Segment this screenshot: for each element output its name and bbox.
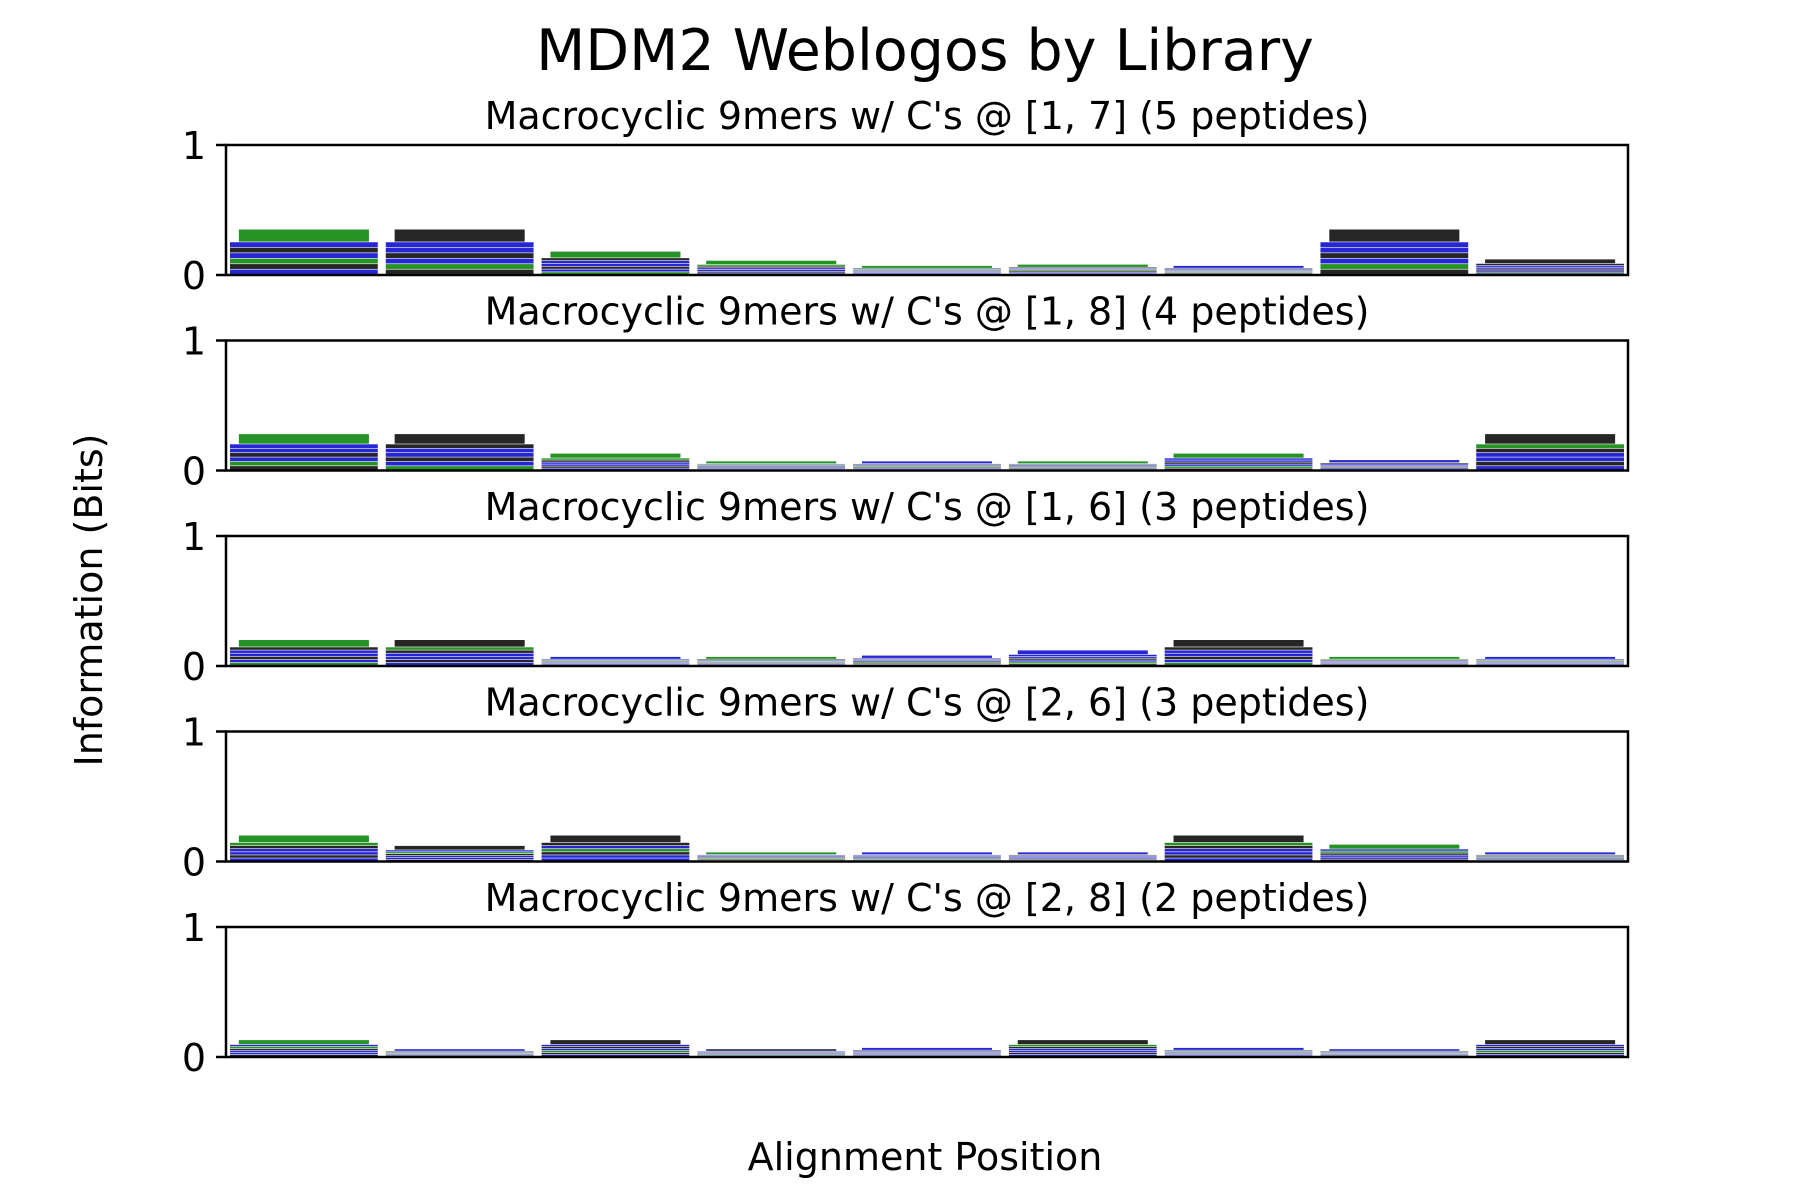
logo-letter [230, 453, 378, 457]
logo-letter [230, 248, 378, 253]
logo-letter [230, 852, 378, 855]
logo-letter [1320, 467, 1468, 468]
logo-column [1476, 657, 1624, 666]
logo-letter [230, 647, 378, 650]
logo-letter [1165, 462, 1313, 463]
logo-column [1009, 1040, 1157, 1056]
logo-letter [1018, 265, 1148, 267]
logo-letter [386, 657, 534, 660]
logo-column [386, 230, 534, 275]
logo-letter [1320, 857, 1468, 858]
axes-frame [226, 732, 1628, 862]
logo-letter [1476, 1047, 1624, 1048]
logo-letter [1476, 1053, 1624, 1054]
logo-letter [1009, 1051, 1157, 1052]
logo-letter [1485, 1040, 1615, 1044]
logo-letter [1018, 1040, 1148, 1044]
logo-letter [386, 457, 534, 461]
logo-column [1320, 657, 1468, 666]
logo-letter [386, 858, 534, 859]
panels-group [182, 94, 1628, 1080]
weblogo-panel [182, 485, 1628, 689]
logo-letter [706, 461, 836, 463]
logo-letter [1329, 657, 1459, 659]
logo-letter [230, 444, 378, 448]
logo-column [1476, 1040, 1624, 1056]
logo-letter [386, 242, 534, 247]
logo-letter [386, 264, 534, 269]
logo-letter [550, 657, 680, 659]
logo-column [697, 1049, 845, 1056]
logo-letter [1165, 657, 1313, 660]
logo-letter [1165, 852, 1313, 855]
logo-letter [1320, 855, 1468, 856]
logo-column [853, 461, 1001, 470]
logo-column [1165, 266, 1313, 275]
logo-letter [230, 1053, 378, 1054]
logo-letter [1009, 655, 1157, 656]
logo-column [230, 836, 378, 861]
logo-letter [542, 849, 690, 852]
axes-frame [226, 927, 1628, 1057]
logo-letter [1165, 458, 1313, 459]
logo-letter [1174, 266, 1304, 268]
logo-letter [1476, 449, 1624, 453]
logo-letter [1485, 657, 1615, 659]
logo-column [386, 434, 534, 470]
logo-letter [386, 850, 534, 851]
logo-letter [697, 270, 845, 271]
logo-letter [1476, 269, 1624, 270]
weblogo-panel [182, 681, 1628, 885]
logo-letter [1476, 457, 1624, 461]
logo-letter [1476, 271, 1624, 272]
logo-letter [862, 1048, 992, 1050]
logo-letter [542, 267, 690, 269]
panel-title: Macrocyclic 9mers w/ C's @ [1, 7] (5 peptides) [484, 94, 1370, 138]
logo-letter [1485, 434, 1615, 444]
logo-letter [1165, 849, 1313, 852]
logo-letter [542, 460, 690, 461]
logo-letter [239, 230, 369, 242]
logo-letter [1165, 466, 1313, 467]
y-tick-label: 1 [181, 515, 206, 559]
logo-letter [386, 647, 534, 650]
logo-letter [230, 657, 378, 660]
logo-letter [542, 1045, 690, 1046]
logo-letter [1009, 268, 1157, 269]
logo-letter [230, 1051, 378, 1052]
logo-letter [550, 836, 680, 843]
logo-letter [230, 1045, 378, 1046]
logo-column [1476, 434, 1624, 470]
logo-letter [1009, 1049, 1157, 1050]
panel-title: Macrocyclic 9mers w/ C's @ [1, 6] (3 peptides) [484, 485, 1370, 529]
logo-letter [1009, 273, 1157, 274]
logo-letter [230, 1047, 378, 1048]
logo-letter [239, 1040, 369, 1044]
logo-letter [550, 454, 680, 458]
logo-column [1476, 259, 1624, 274]
logo-letter [862, 461, 992, 463]
logo-letter [386, 854, 534, 855]
logo-letter [1009, 657, 1157, 658]
logo-letter [542, 1053, 690, 1054]
logo-letter [230, 462, 378, 466]
logo-letter [386, 654, 534, 657]
y-tick-label: 1 [181, 710, 206, 755]
logo-letter [1320, 849, 1468, 850]
logo-letter [1320, 264, 1468, 269]
logo-letter [542, 1047, 690, 1048]
logo-letter [230, 650, 378, 653]
logo-column [853, 266, 1001, 275]
logo-letter [697, 265, 845, 266]
logo-letter [706, 261, 836, 264]
logo-letter [1329, 460, 1459, 462]
logo-letter [1174, 836, 1304, 843]
logo-letter [230, 846, 378, 849]
logo-letter [395, 230, 525, 242]
logo-letter [697, 272, 845, 273]
logo-letter [239, 836, 369, 843]
logo-letter [239, 434, 369, 444]
logo-letter [706, 852, 836, 854]
logo-letter [697, 266, 845, 267]
logo-column [386, 846, 534, 861]
logo-letter [1320, 851, 1468, 852]
logo-letter [862, 656, 992, 658]
logo-column [230, 1040, 378, 1056]
logo-letter [386, 248, 534, 253]
logo-letter [386, 852, 534, 853]
logo-letter [1320, 259, 1468, 264]
logo-letter [542, 458, 690, 459]
logo-column [1165, 640, 1313, 665]
logo-letter [1018, 852, 1148, 854]
logo-letter [1009, 270, 1157, 271]
logo-letter [1009, 662, 1157, 663]
logo-letter [1476, 1049, 1624, 1050]
logo-letter [1476, 444, 1624, 448]
logo-column [386, 1049, 534, 1056]
logo-letter [1320, 270, 1468, 275]
logo-column [1009, 461, 1157, 470]
logo-column [230, 640, 378, 665]
logo-letter [853, 661, 1001, 662]
logo-letter [230, 449, 378, 453]
logo-letter [386, 650, 534, 653]
logo-letter [542, 261, 690, 263]
logo-column [542, 657, 690, 666]
logo-column [1009, 852, 1157, 861]
logo-letter [1009, 271, 1157, 272]
logo-letter [230, 1049, 378, 1050]
panel-title: Macrocyclic 9mers w/ C's @ [2, 6] (3 peptides) [484, 680, 1370, 725]
logo-letter [230, 253, 378, 258]
logo-letter [1329, 230, 1459, 242]
logo-letter [1485, 259, 1615, 263]
y-tick-label: 0 [181, 254, 206, 298]
logo-letter [542, 462, 690, 463]
logo-letter [1018, 461, 1148, 463]
logo-column [542, 1040, 690, 1056]
logo-column [1009, 650, 1157, 665]
logo-letter [386, 270, 534, 275]
logo-letter [542, 855, 690, 858]
logo-letter [1476, 268, 1624, 269]
x-axis-label: Alignment Position [747, 1135, 1103, 1179]
logo-letter [230, 259, 378, 264]
logo-letter [1009, 269, 1157, 270]
logo-column [542, 454, 690, 470]
logo-letter [1165, 647, 1313, 650]
logo-column [853, 656, 1001, 666]
logo-letter [1320, 248, 1468, 253]
logo-letter [230, 843, 378, 846]
logo-letter [1320, 253, 1468, 258]
logo-letter [542, 464, 690, 465]
logo-letter [1485, 852, 1615, 854]
logo-letter [395, 640, 525, 647]
logo-letter [706, 1049, 836, 1051]
logo-letter [386, 660, 534, 663]
logo-letter [386, 462, 534, 466]
logo-letter [853, 660, 1001, 661]
y-axis-label: Information (Bits) [67, 433, 111, 767]
logo-letter [550, 252, 680, 258]
logo-letter [542, 466, 690, 467]
logo-column [1165, 836, 1313, 861]
logo-column [1320, 460, 1468, 470]
logo-column [1476, 852, 1624, 861]
figure-title: MDM2 Weblogos by Library [536, 18, 1314, 84]
logo-letter [1009, 1053, 1157, 1054]
logo-letter [1329, 1049, 1459, 1051]
logo-letter [1165, 660, 1313, 663]
logo-column [230, 230, 378, 275]
logo-letter [853, 664, 1001, 665]
logo-letter [386, 856, 534, 857]
logo-letter [1009, 1045, 1157, 1046]
logo-column [853, 852, 1001, 861]
logo-letter [1476, 1051, 1624, 1052]
logo-letter [230, 660, 378, 663]
logo-letter [386, 449, 534, 453]
logo-letter [230, 855, 378, 858]
logo-letter [1018, 650, 1148, 654]
logo-letter [542, 852, 690, 855]
logo-letter [1165, 464, 1313, 465]
logo-letter [1320, 463, 1468, 464]
logo-letter [1009, 1047, 1157, 1048]
logo-letter [542, 258, 690, 260]
logo-letter [395, 434, 525, 444]
logo-letter [230, 270, 378, 275]
logo-letter [1009, 659, 1157, 660]
logo-column [1009, 265, 1157, 275]
logo-letter [1329, 845, 1459, 849]
logo-letter [1165, 650, 1313, 653]
logo-column [1320, 845, 1468, 861]
logo-letter [1320, 466, 1468, 467]
logo-letter [1476, 453, 1624, 457]
logo-letter [542, 1051, 690, 1052]
y-tick-label: 1 [181, 906, 206, 950]
logo-column [1165, 1048, 1313, 1056]
logo-column [542, 836, 690, 861]
logo-letter [1165, 855, 1313, 858]
logo-letter [1165, 654, 1313, 657]
logo-letter [1320, 468, 1468, 469]
logo-letter [550, 1040, 680, 1044]
logo-column [697, 261, 845, 275]
logo-letter [386, 453, 534, 457]
y-tick-label: 1 [181, 319, 206, 364]
panel-title: Macrocyclic 9mers w/ C's @ [2, 8] (2 peptides) [484, 876, 1370, 920]
logo-letter [542, 843, 690, 846]
logo-letter [697, 268, 845, 269]
panel-title: Macrocyclic 9mers w/ C's @ [1, 8] (4 peptides) [484, 289, 1370, 334]
weblogo-panel [182, 94, 1628, 298]
logo-column [697, 461, 845, 470]
logo-letter [853, 662, 1001, 663]
logo-column [230, 434, 378, 470]
logo-letter [542, 1049, 690, 1050]
logo-letter [1165, 843, 1313, 846]
logo-letter [542, 264, 690, 266]
y-tick-label: 0 [181, 1036, 206, 1080]
logo-letter [230, 457, 378, 461]
logo-letter [230, 654, 378, 657]
y-tick-label: 0 [181, 449, 206, 494]
logo-column [386, 640, 534, 665]
logo-letter [1165, 460, 1313, 461]
logo-letter [1174, 454, 1304, 458]
y-tick-label: 0 [181, 645, 206, 689]
logo-column [697, 852, 845, 861]
logo-letter [1476, 462, 1624, 466]
logo-letter [395, 846, 525, 850]
y-tick-label: 0 [181, 840, 206, 885]
logo-letter [230, 264, 378, 269]
weblogo-panel [182, 290, 1628, 494]
logo-letter [386, 253, 534, 258]
logo-letter [1174, 1048, 1304, 1050]
logo-column [1320, 1049, 1468, 1056]
logo-letter [386, 444, 534, 448]
logo-letter [395, 1049, 525, 1051]
logo-letter [862, 266, 992, 268]
logo-letter [853, 659, 1001, 660]
logo-letter [706, 657, 836, 659]
logo-letter [542, 846, 690, 849]
logo-letter [1320, 853, 1468, 854]
logo-letter [1476, 266, 1624, 267]
y-tick-label: 1 [181, 124, 206, 168]
logo-letter [1165, 846, 1313, 849]
weblogo-panel [182, 876, 1628, 1080]
logo-letter [239, 640, 369, 647]
logo-letter [1320, 242, 1468, 247]
logo-letter [1174, 640, 1304, 647]
logo-letter [542, 269, 690, 271]
logo-column [853, 1048, 1001, 1056]
logo-letter [230, 242, 378, 247]
logo-letter [1476, 264, 1624, 265]
logo-letter [1009, 660, 1157, 661]
logo-letter [1320, 464, 1468, 465]
logo-letter [862, 852, 992, 854]
logo-column [1320, 230, 1468, 275]
logo-letter [230, 849, 378, 852]
logo-column [1165, 454, 1313, 470]
logo-letter [1476, 1045, 1624, 1046]
logo-column [542, 252, 690, 275]
logo-letter [386, 259, 534, 264]
logo-column [697, 657, 845, 666]
